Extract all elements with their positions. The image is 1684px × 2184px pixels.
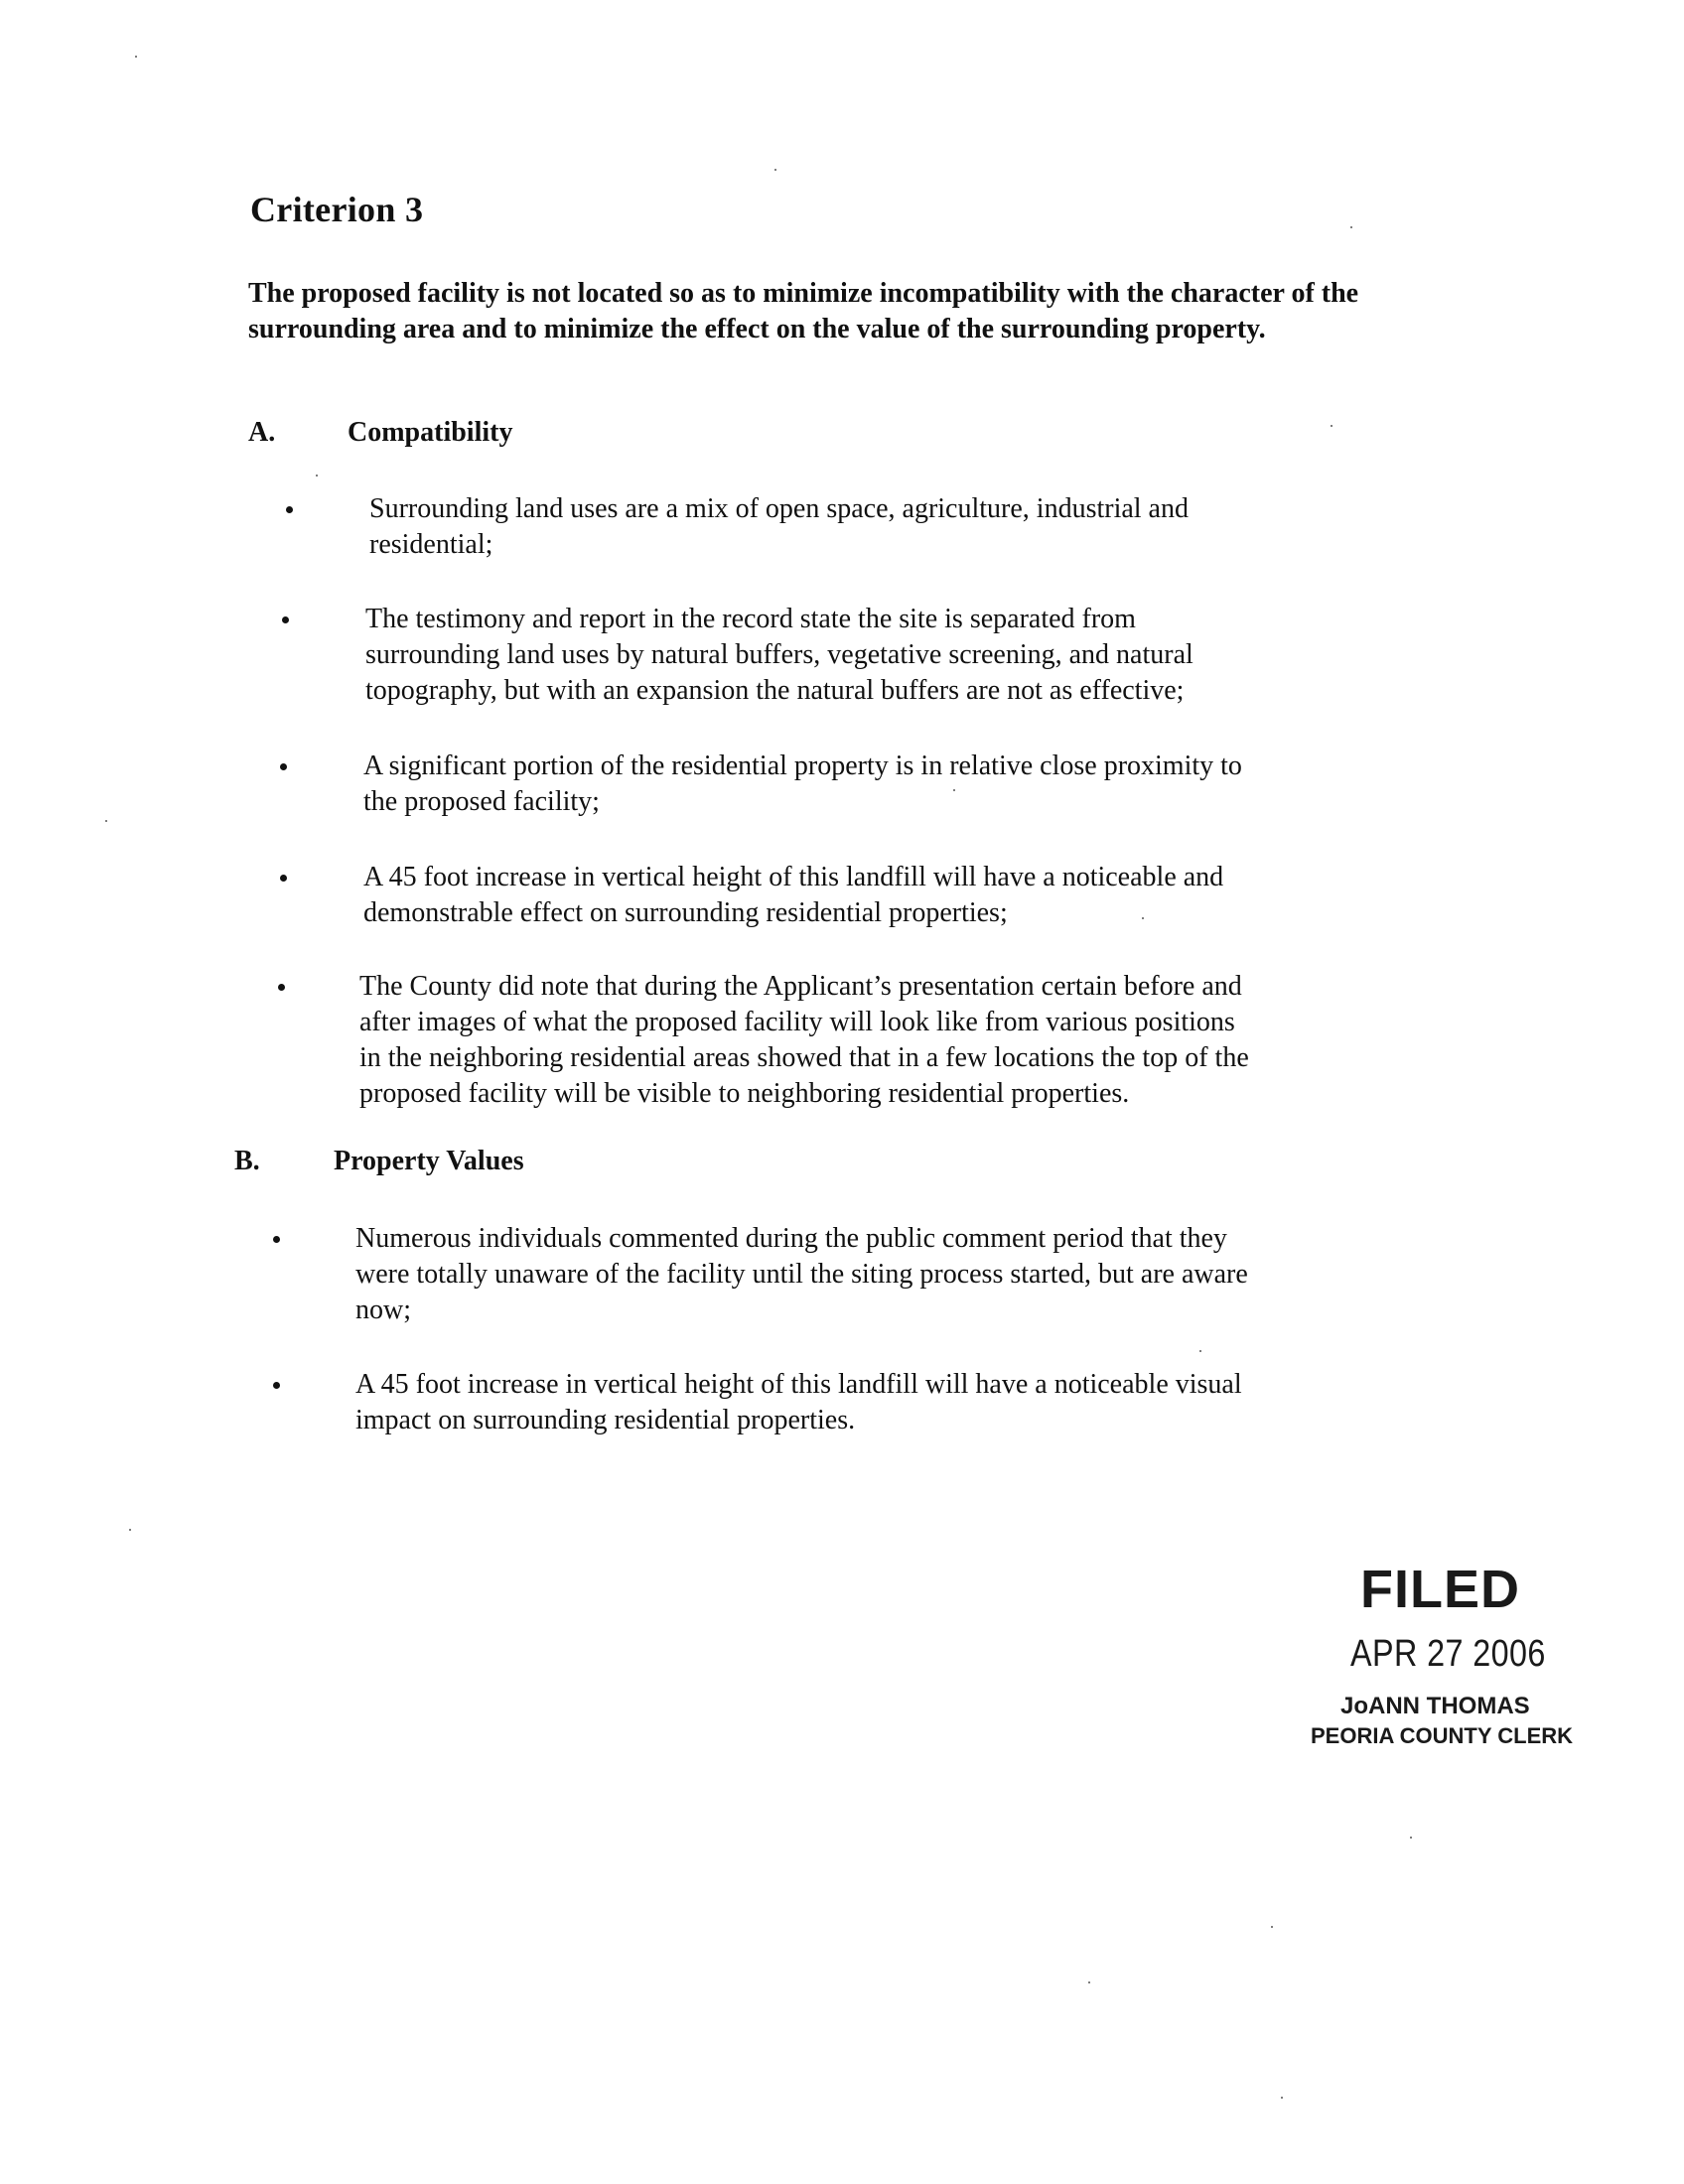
criterion-statement: The proposed facility is not located so as to minimize incompatibility with the character of the surrounding area and to minimize the effect on the value of the surrounding property.: [248, 278, 1359, 344]
list-item-line: in the neighboring residential areas showed that in a few locations the top of the: [359, 1042, 1249, 1073]
clerk-office: PEORIA COUNTY CLERK: [1311, 1723, 1574, 1748]
list-item-line: now;: [355, 1295, 411, 1325]
bullet-icon: [273, 1382, 280, 1389]
scan-speck: [1331, 425, 1333, 427]
scan-speck: [105, 820, 107, 822]
section-letter: A.: [248, 417, 276, 448]
section-heading-compatibility: [248, 415, 844, 451]
section-heading-property-values: [234, 1144, 830, 1179]
scan-speck: [953, 789, 955, 791]
scan-speck: [1350, 226, 1352, 228]
section-letter: B.: [234, 1146, 260, 1176]
list-item-line: after images of what the proposed facility will look like from various positions: [359, 1007, 1235, 1037]
scan-speck: [1410, 1837, 1412, 1839]
list-item-line: the proposed facility;: [363, 786, 600, 817]
filed-stamp: FILED: [1360, 1560, 1520, 1619]
list-item-line: proposed facility will be visible to neighboring residential properties.: [359, 1078, 1130, 1109]
list-item-line: The testimony and report in the record state the site is separated from: [365, 604, 1136, 634]
list-item-line: Surrounding land uses are a mix of open space, agriculture, industrial and: [369, 493, 1189, 524]
bullet-icon: [273, 1236, 280, 1243]
scan-speck: [1088, 1981, 1090, 1983]
section-title: Compatibility: [348, 417, 513, 448]
bullet-icon: [278, 984, 285, 991]
scan-speck: [135, 56, 137, 58]
list-item-line: demonstrable effect on surrounding residential properties;: [363, 897, 1008, 928]
list-item-line: surrounding land uses by natural buffers, vegetative screening, and natural: [365, 639, 1193, 670]
scan-speck: [1281, 2097, 1283, 2099]
scan-speck: [1142, 917, 1144, 919]
list-item-line: residential;: [369, 529, 493, 560]
list-item-line: A 45 foot increase in vertical height of this landfill will have a noticeable and: [363, 862, 1224, 892]
scan-speck: [316, 475, 318, 477]
list-item-line: Numerous individuals commented during the public comment period that they: [355, 1223, 1227, 1254]
scan-speck: [1271, 1926, 1273, 1928]
list-item-line: topography, but with an expansion the natural buffers are not as effective;: [365, 675, 1185, 706]
filed-date: APR 27 2006: [1350, 1633, 1546, 1675]
bullet-icon: [282, 616, 289, 623]
scan-speck: [1199, 1350, 1201, 1352]
section-title: Property Values: [334, 1146, 524, 1176]
list-item-line: The County did note that during the Applicant’s presentation certain before and: [359, 971, 1242, 1002]
bullet-icon: [280, 875, 287, 882]
list-item-line: impact on surrounding residential properties.: [355, 1405, 856, 1435]
bullet-icon: [286, 506, 293, 513]
bullet-icon: [280, 763, 287, 770]
clerk-name: JoANN THOMAS: [1340, 1693, 1530, 1719]
page-title: Criterion 3: [250, 190, 424, 229]
list-item-line: were totally unaware of the facility until the siting process started, but are aware: [355, 1259, 1248, 1290]
list-item-line: A significant portion of the residential property is in relative close proximity to: [363, 751, 1242, 781]
list-item-line: A 45 foot increase in vertical height of this landfill will have a noticeable visual: [355, 1369, 1242, 1400]
scan-speck: [129, 1529, 131, 1531]
scan-speck: [774, 169, 776, 171]
